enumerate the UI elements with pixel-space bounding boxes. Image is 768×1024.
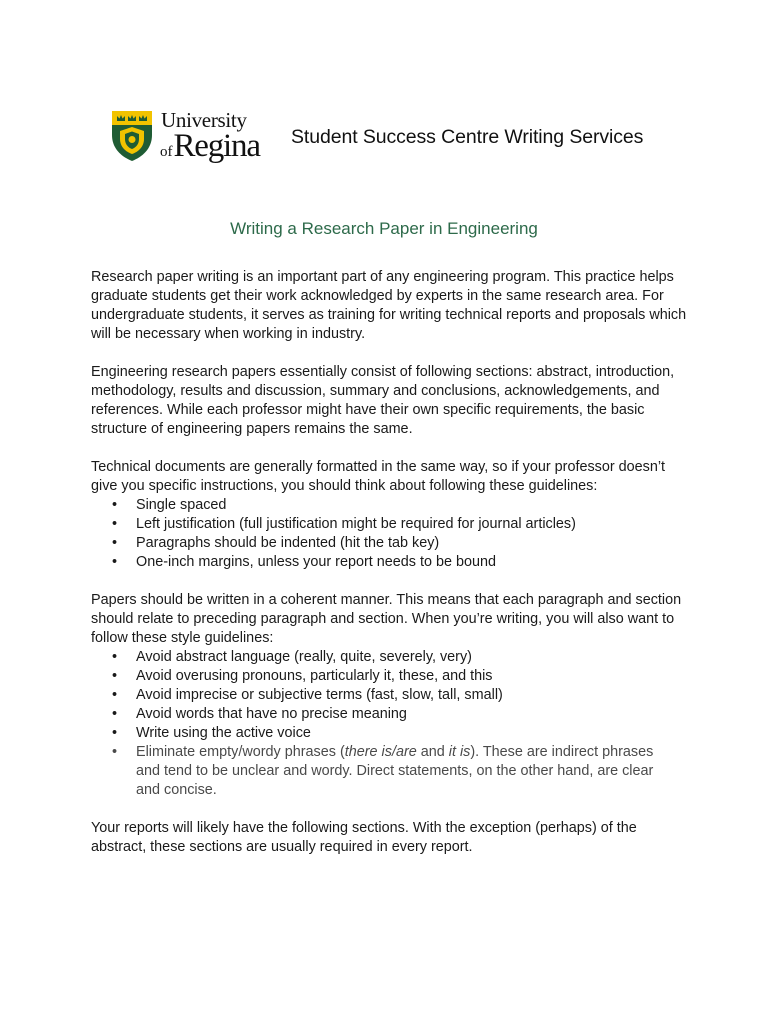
intro-paragraph: Research paper writing is an important part of any engineering program. This practice helps graduate students get their work acknowledged by experts in the same research area. For undergraduate students, it serves as training for writing technical reports and proposals which will be necessary when working in industry. [91,269,687,342]
list-item [91,648,691,667]
formatting-paragraph: Technical documents are generally formatted in the same way, so if your professor doesn’t give you specific instructions, you should think about following these guidelines: [91,459,666,494]
bullet-icon: • [112,744,118,760]
closing-paragraph: Your reports will likely have the following sections. With the exception (perhaps) of the abstract, these sections are usually required in every report. [91,820,637,855]
wordmark-of: of [160,143,173,160]
list-item-suffix: ). These are indirect phrases and tend to be unclear and wordy. Direct statements, on the other hand, are clear and concise. [136,744,654,798]
list-item-text: Left justification (full justification might be required for journal articles) [136,516,576,532]
list-item-text: Single spaced [136,497,227,513]
list-item-text: Write using the active voice [136,725,311,741]
coherence-paragraph: Papers should be written in a coherent manner. This means that each paragraph and section should relate to preceding paragraph and section. When you’re writing, you will also want to follow these style guidelines: [91,592,682,646]
list-item [91,553,691,572]
list-item [91,686,691,705]
sections-paragraph: Engineering research papers essentially consist of following sections: abstract, introduction, methodology, results and discussion, summary and conclusions, acknowledgements, and references. While each professor might have their own specific requirements, the basic structure of engineering papers remains the same. [91,364,675,437]
bullet-icon: • [112,535,118,551]
document-title: Writing a Research Paper in Engineering [230,219,538,238]
bullet-icon: • [112,516,118,532]
bullet-icon: • [112,725,118,741]
bullet-icon: • [112,687,118,703]
university-wordmark [160,107,260,164]
list-item-text: Paragraphs should be indented (hit the tab key) [136,535,440,551]
list-item-italic: it is [448,744,471,760]
document-body [91,268,691,876]
centre-title: Student Success Centre Writing Services [291,126,644,148]
bullet-icon: • [112,497,118,513]
list-item-text: Avoid imprecise or subjective terms (fast, slow, tall, small) [136,687,503,703]
list-item [91,705,691,724]
university-crest-icon [110,109,154,163]
list-item [91,724,691,743]
bullet-icon: • [112,554,118,570]
header [110,108,260,164]
list-item [91,534,691,553]
style-guidelines-list [91,648,691,800]
list-item-text: One-inch margins, unless your report needs to be bound [136,554,496,570]
wordmark-regina: Regina [173,127,260,164]
list-item [91,667,691,686]
list-item-text: Avoid abstract language (really, quite, severely, very) [136,649,472,665]
list-item [91,743,691,800]
wordmark-university: University [161,107,247,132]
list-item [91,515,691,534]
bullet-icon: • [112,649,118,665]
list-item-italic: there is/are [344,744,417,760]
list-item [91,496,691,515]
bullet-icon: • [112,668,118,684]
list-item-text: Avoid overusing pronouns, particularly it, these, and this [136,668,493,684]
list-item-middle: and [416,744,449,760]
format-guidelines-list [91,496,691,572]
list-item-text: Avoid words that have no precise meaning [136,706,407,722]
list-item-prefix: Eliminate empty/wordy phrases ( [136,744,345,760]
bullet-icon: • [112,706,118,722]
